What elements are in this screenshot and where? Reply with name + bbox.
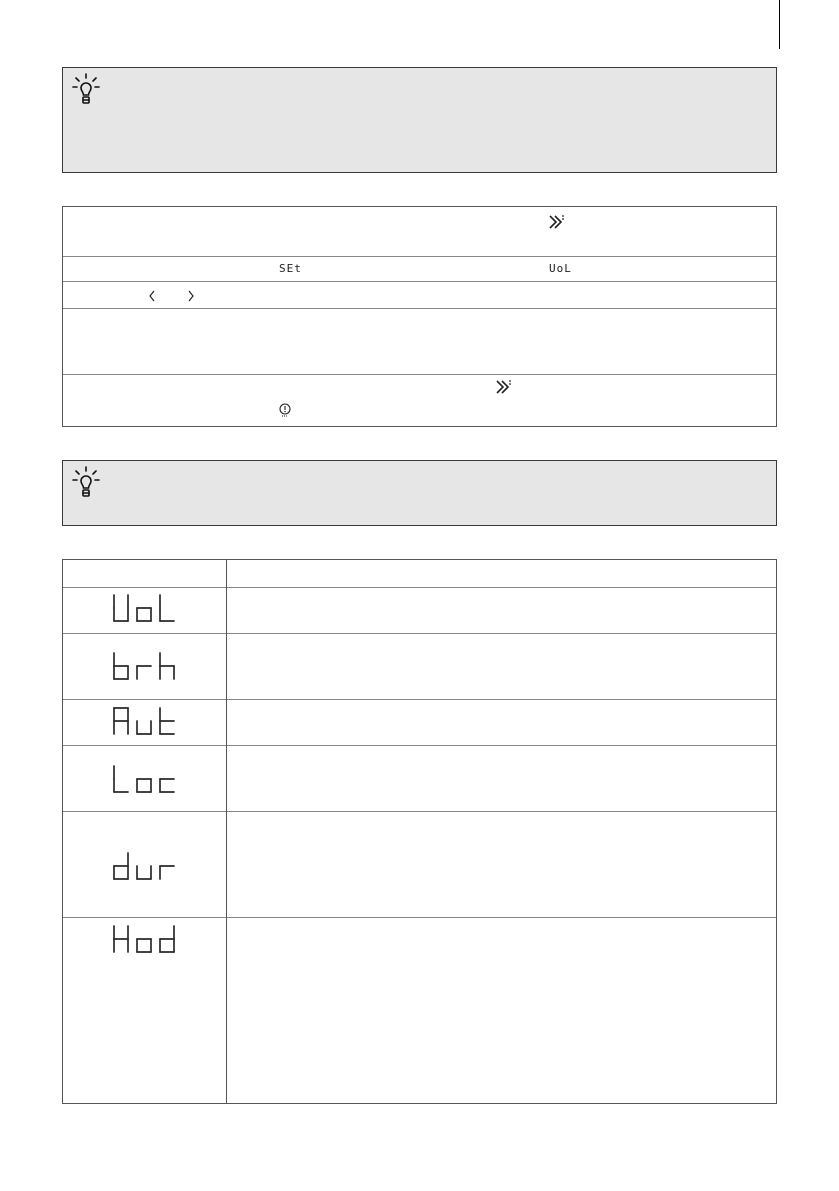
tip-box-1 [62, 67, 777, 173]
display-code-vol: UoL [549, 262, 572, 275]
step-row [63, 308, 776, 375]
double-chevron-right-icon [547, 213, 565, 231]
instruction-steps-box [62, 206, 777, 427]
segment-display-code [111, 593, 181, 623]
step-row [63, 374, 776, 429]
page-corner-mark [779, 0, 780, 49]
chevron-right-icon [187, 290, 195, 302]
step-row [63, 207, 776, 256]
tip-box-2 [62, 460, 777, 526]
double-chevron-right-icon [494, 378, 512, 396]
table-header-row [63, 560, 776, 587]
step-row [63, 281, 776, 309]
segment-display-code [111, 924, 181, 954]
column-divider [226, 560, 227, 1103]
lightbulb-icon [71, 72, 101, 106]
chevron-left-icon [148, 290, 156, 302]
segment-display-code [111, 706, 181, 736]
step-row [63, 256, 776, 282]
alarm-bell-icon [278, 403, 292, 419]
lightbulb-icon [71, 465, 101, 499]
settings-table [62, 559, 777, 1104]
display-code-set: SEt [279, 262, 302, 275]
segment-display-code [111, 851, 181, 881]
segment-display-code [111, 764, 181, 794]
segment-display-code [111, 651, 181, 681]
